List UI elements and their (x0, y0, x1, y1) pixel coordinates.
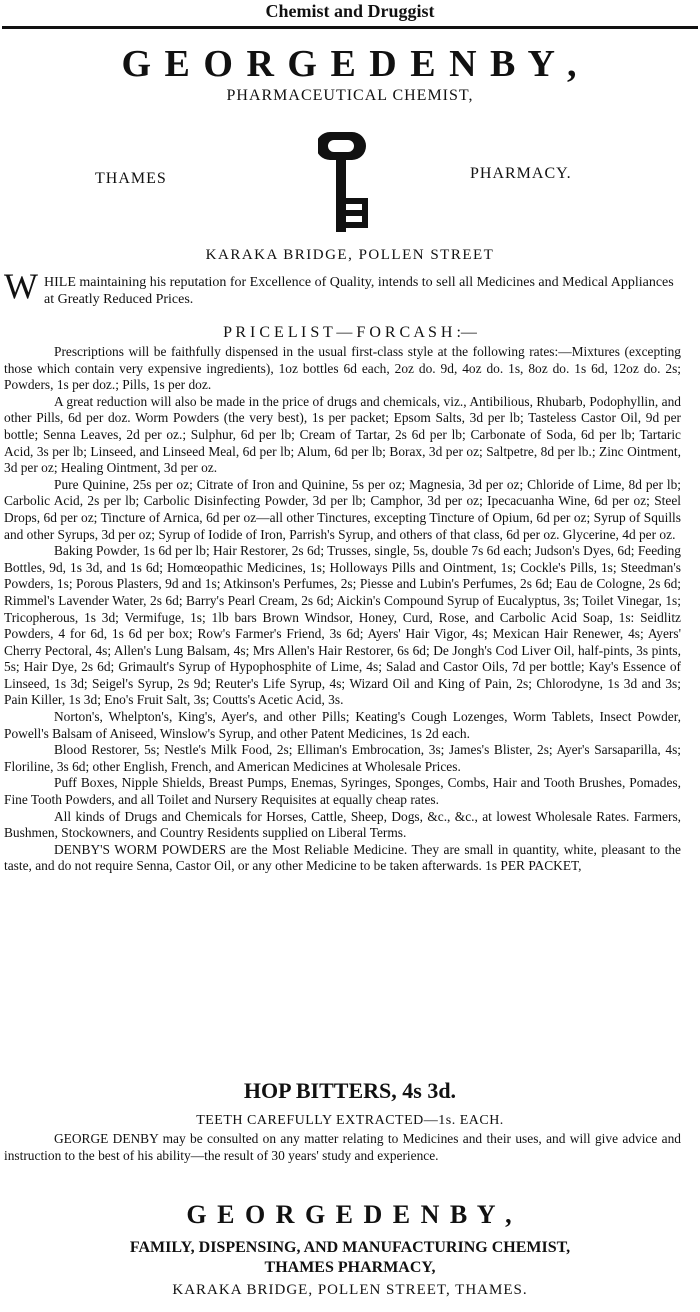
footer-line-3: KARAKA BRIDGE, POLLEN STREET, THAMES. (172, 1282, 528, 1298)
paragraph-sundries: Baking Powder, 1s 6d per lb; Hair Restorer, 2s 6d; Trusses, single, 5s, double 7s 6d each; Judson's Dyes, 6d; Feeding Bottles, 9d, 1s 3d, and 1s 6d; Homœopathic Medicines, 1s; Holloways Pills and Ointment, 1s; Cockle's Pills, 1s; Steedman's Powders, 1s; Porous Plasters, 9d and 1s; Atkinson's Perfumes, 2s; Piesse and Lubin's Perfumes, 2s 6d; Eau de Cologne, 2s 6d; Rimmel's Lavender Water, 2s 6d; Barry's Pearl Cream, 2s 6d; Aickin's Compound Syrup of Eucalyptus, 3s; Toilet Vinegar, 1s; Tricopherous, 1s 3d; Vermifuge, 1s; 1lb bars Brown Windsor, Honey, Curd, Rose, and Carbolic Acid Soap, 1s: Seidlitz Powders, 4 for 6d, 1s 6d per box; Row's Farmer's Friend, 3s 6d; Ayers' Hair Vigor, 4s; Mexican Hair Renewer, 4s; Ayers' Cherry Pectoral, 4s; Allen's Lung Balsam, 4s; Mrs Allen's Hair Restorer, 6s 6d; De Jongh's Cod Liver Oil, half-pints, 3s pints, 5s; Hair Dye, 2s 6d; Grimault's Syrup of Hypophosphite of Lime, 4s; Salad and Castor Oils, 7d per bottle; Kay's Essence of Linseed, 1s 3d; Seigel's Syrup, 2s 9d; Reuter's Life Syrup, 4s; Wizard Oil and King of Pain, 2s; Chlorodyne, 1s 3d and 3s; Pain Killer, 1s 3d; Eno's Fruit Salt, 3s; Coutts's Acetic Acid, 3s. (4, 543, 681, 708)
advertiser-name: G E O R G E D E N B Y , (121, 43, 579, 85)
paragraph-patent-medicines: Norton's, Whelpton's, King's, Ayer's, and other Pills; Keating's Cough Lozenges, Worm Tablets, Insect Powder, Powell's Balsam of Aniseed, Winslow's Syrup, and other Patent Medicines, 1s 2d each. (4, 709, 681, 741)
intro-text: HILE maintaining his reputation for Excellence of Quality, intends to sell all Medicines and Medical Appliances at Greatly Reduced Prices. (44, 275, 674, 307)
paragraph-toilet: Puff Boxes, Nipple Shields, Breast Pumps, Enemas, Syringes, Sponges, Combs, Hair and Tooth Brushes, Pomades, Fine Tooth Powders, and all Toilet and Nursery Requisites at equally cheap rates. (4, 775, 681, 808)
paragraph-veterinary: All kinds of Drugs and Chemicals for Horses, Cattle, Sheep, Dogs, &c., &c., at lowest Wholesale Rates. Farmers, Bushmen, Stockowners, and Country Residents supplied on Liberal Terms. (4, 808, 681, 841)
price-list-heading: P R I C E L I S T — F O R C A S H :— (223, 324, 477, 341)
paragraph-worm-powders: DENBY'S WORM POWDERS are the Most Reliable Medicine. They are small in quantity, white, pleasant to the taste, and do not require Senna, Castor Oil, or any other Medicine to be taken afterwards. 1s PER PACKET, (4, 841, 681, 874)
column-header: Chemist and Druggist (265, 1, 435, 21)
paragraph-restorers: Blood Restorer, 5s; Nestle's Milk Food, 2s; Elliman's Embrocation, 3s; James's Blister, 2s; Ayer's Sarsaparilla, 4s; Floriline, 3s 6d; other English, French, and American Medicines at Wholesale Prices. (4, 742, 681, 774)
intro-dropcap: W (4, 266, 38, 306)
consult-notice-wrap (4, 1131, 681, 1164)
footer-line-1: FAMILY, DISPENSING, AND MANUFACTURING CHEMIST, (129, 1239, 571, 1256)
address: KARAKA BRIDGE, POLLEN STREET (205, 247, 495, 263)
footer-line-2: THAMES PHARMACY, (264, 1259, 436, 1276)
paragraph-prescriptions: Prescriptions will be faithfully dispensed in the usual first-class style at the following rates:—Mixtures (excepting those which contain very expensive ingredients), 1oz bottles 6d each, 2oz do. 9d, 4oz do. 1s, 8oz do. 1s 6d, 12oz do. 2s; Powders, 1s per doz.; Pills, 1s per doz. (4, 344, 681, 393)
footer-name: G E O R G E D E N B Y , (186, 1200, 514, 1229)
paragraph-quinine: Pure Quinine, 25s per oz; Citrate of Iron and Quinine, 5s per oz; Magnesia, 3d per oz; Chloride of Lime, 8d per lb; Carbolic Acid, 2s per lb; Carbolic Disinfecting Powder, 3d per lb; Camphor, 3d per oz; Ipecacuanha Wine, 6d per oz; Steel Drops, 6d per oz; Tincture of Arnica, 6d per oz—all other Tinctures, excepting Tincture of Opium, 6d per oz; Syrup of Squills and other Syrups, 3d per oz; Syrup of Iodide of Iron, Parrish's Syrup, and others of that class, 6d per oz. Glycerine, 4d per oz. (4, 476, 681, 542)
left-label: THAMES (95, 170, 167, 187)
key-icon (318, 130, 378, 235)
advertiser-subtitle: PHARMACEUTICAL CHEMIST, (226, 87, 474, 104)
consult-notice: GEORGE DENBY may be consulted on any matter relating to Medicines and their uses, and will give advice and instruction to the best of his ability—the result of 30 years' study and experience. (4, 1131, 681, 1163)
right-label: PHARMACY. (470, 165, 572, 182)
paragraph-drugs: A great reduction will also be made in the price of drugs and chemicals, viz., Antibilious, Rhubarb, Podophyllin, and other Pills, 6d per doz. Worm Powders (the very best), 1s per packet; Epsom Salts, 3d per lb; Tasteless Castor Oil, 9d per bottle; Senna Leaves, 2d per oz.; Sulphur, 6d per lb; Cream of Tartar, 2s 6d per lb; Carbonate of Soda, 6d per lb; Tartaric Acid, 3s per lb; Linseed, and Linseed Meal, 6d per lb; Alum, 6d per lb; Borax, 3d per oz; Saltpetre, 8d per lb.; Zinc Ointment, 3d per oz; Healing Ointment, 3d per oz. (4, 393, 681, 476)
price-list-body (4, 344, 681, 875)
header-rule (2, 26, 698, 29)
hop-bitters: HOP BITTERS, 4s 3d. (243, 1078, 457, 1103)
teeth-notice: TEETH CAREFULLY EXTRACTED—1s. EACH. (196, 1113, 504, 1128)
